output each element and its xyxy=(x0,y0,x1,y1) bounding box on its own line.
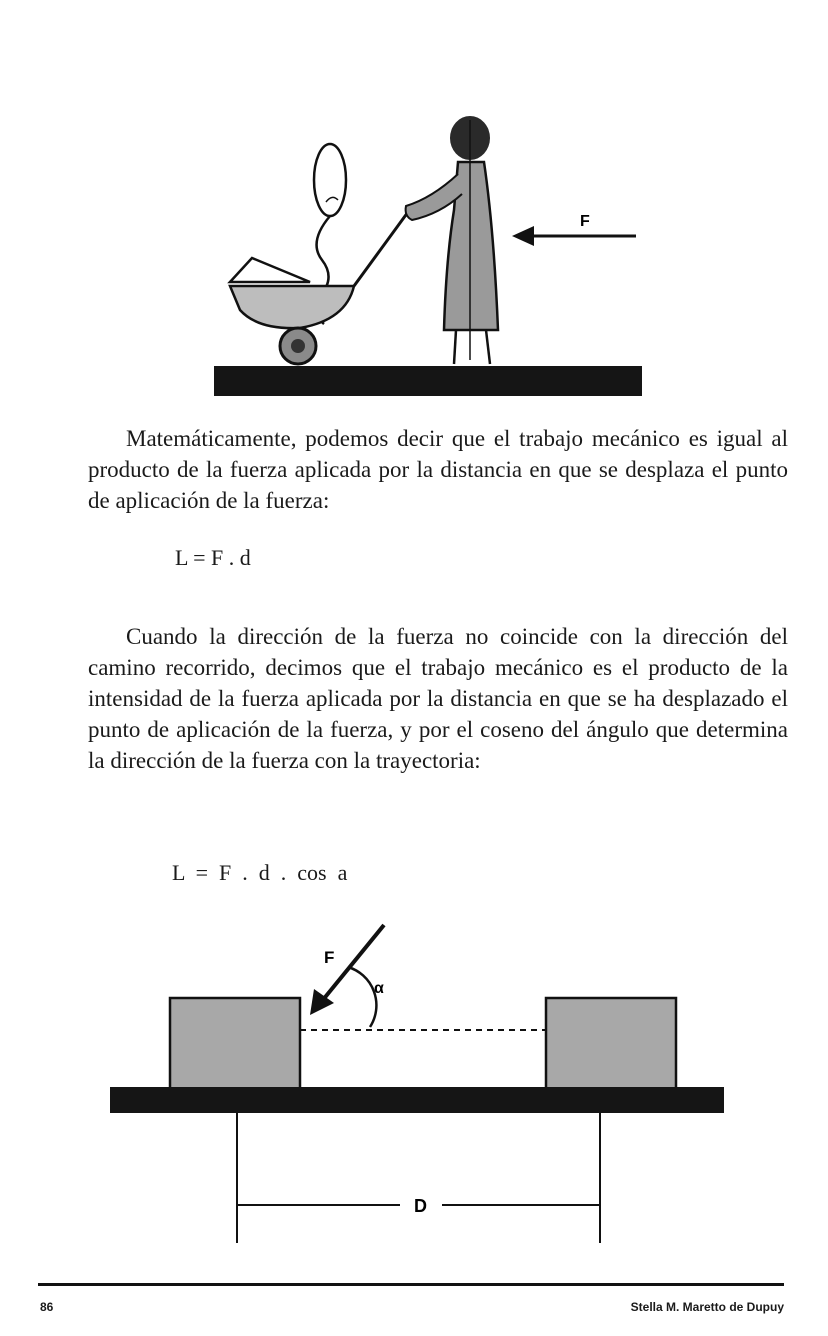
angle-arc xyxy=(348,967,376,1027)
ground-bar xyxy=(214,366,642,396)
angle-label: α xyxy=(374,980,384,997)
distance-label: D xyxy=(414,1196,427,1216)
footer-rule xyxy=(38,1283,784,1286)
footer-author: Stella M. Maretto de Dupuy xyxy=(630,1300,784,1314)
surface-bar xyxy=(110,1087,724,1113)
page-number: 86 xyxy=(40,1300,54,1314)
paragraph-work-angle: Cuando la dirección de la fuerza no coincide con la dirección del camino recorrido, decimos que el trabajo mecánico es el producto de la intensidad de la fuerza aplicada por la distancia en que se ha desplazado el punto de aplicación de la fuerza, y por el coseno del ángulo que determina la dirección de la fuerza con la trayectoria: xyxy=(88,624,788,773)
person-icon xyxy=(406,116,498,364)
formula-work-cosine: L = F . d . cos a xyxy=(172,860,348,885)
force-label: F xyxy=(324,948,335,967)
force-label: F xyxy=(580,213,590,230)
wheelbarrow-figure xyxy=(150,110,670,405)
formula-work-basic: L = F . d xyxy=(175,545,251,570)
block-start xyxy=(170,998,300,1090)
angled-force-figure xyxy=(100,915,740,1250)
force-arrow xyxy=(512,213,636,246)
block-end xyxy=(546,998,676,1090)
paragraph-work-definition: Matemáticamente, podemos decir que el trabajo mecánico es igual al producto de la fuerza aplicada por la distancia en que se desplaza el punto de aplicación de la fuerza: xyxy=(88,426,788,513)
